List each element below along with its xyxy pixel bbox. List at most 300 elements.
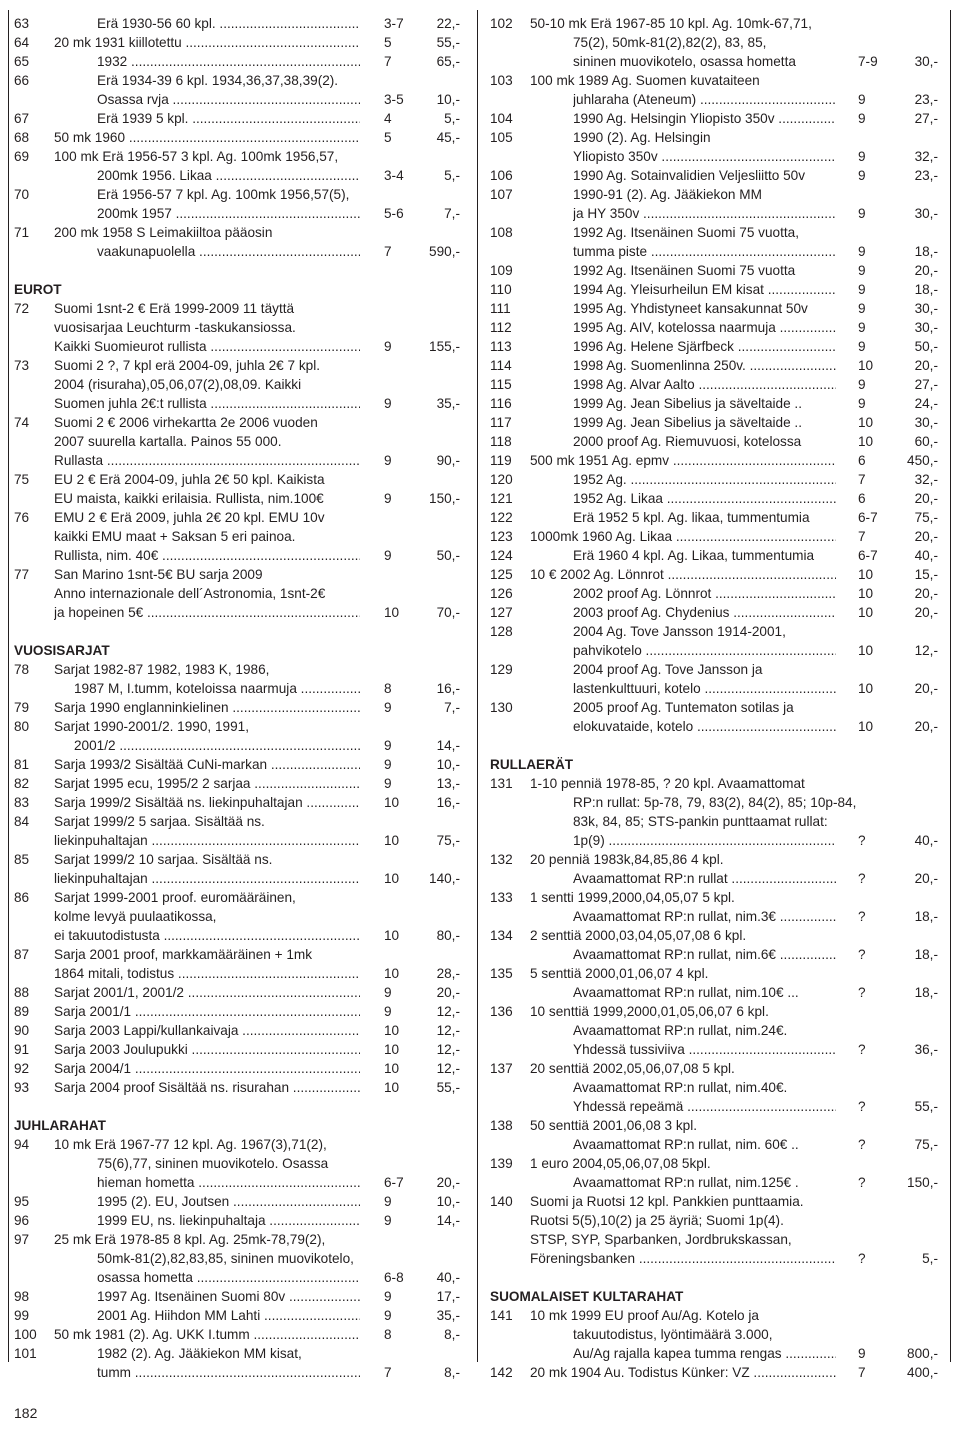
- catalog-line: [490, 546, 942, 565]
- item-number: 107: [490, 187, 513, 202]
- item-price: 12,-: [914, 643, 938, 658]
- item-description: Sarja 2001/1 .....: [54, 1002, 360, 1021]
- item-price: 14,-: [436, 1213, 460, 1228]
- item-description: 1995 Ag. Yhdistyneet kansakunnat 50v: [573, 301, 808, 316]
- item-number: 78: [14, 662, 30, 677]
- item-grade: ?: [858, 947, 866, 962]
- item-number: 136: [490, 1004, 513, 1019]
- catalog-line: [490, 831, 942, 850]
- item-grade: 8: [384, 681, 392, 696]
- item-description: Yhdessä tussiviiva .....: [573, 1040, 836, 1059]
- catalog-line: [14, 679, 466, 698]
- catalog-line: [490, 622, 942, 641]
- item-description: 2004 Ag. Tove Jansson 1914-2001,: [573, 624, 786, 639]
- item-number: 115: [490, 377, 512, 392]
- item-number: 135: [490, 966, 513, 981]
- item-description: 1998 Ag. Suomenlinna 250v. .....: [573, 356, 836, 375]
- catalog-line: [490, 584, 942, 603]
- catalog-line: [490, 1059, 942, 1078]
- item-description: 100 mk 1989 Ag. Suomen kuvataiteen: [530, 73, 760, 88]
- item-price: 35,-: [436, 1308, 460, 1323]
- item-description: Sarja 1999/2 Sisältää ns. liekinpuhaltajan .....: [54, 793, 360, 812]
- item-number: 104: [490, 111, 513, 126]
- item-number: 98: [14, 1289, 30, 1304]
- item-description: 1990 Ag. Helsingin Yliopisto 350v .....: [573, 109, 836, 128]
- item-description: Avaamattomat RP:n rullat, nim. 60€ ..: [573, 1137, 799, 1152]
- item-number: 126: [490, 586, 513, 601]
- item-description: ja hopeinen 5€ .....: [54, 603, 360, 622]
- item-grade: 9: [858, 206, 866, 221]
- item-number: 90: [14, 1023, 30, 1038]
- item-price: 12,-: [436, 1023, 460, 1038]
- item-grade: 9: [384, 700, 392, 715]
- item-description: osassa hometta .....: [97, 1268, 360, 1287]
- catalog-line: [14, 299, 466, 318]
- item-grade: 10: [858, 681, 874, 696]
- item-description: 200mk 1957 .....: [97, 204, 360, 223]
- item-price: 800,-: [907, 1346, 938, 1361]
- item-number: 139: [490, 1156, 513, 1171]
- item-grade: 10: [384, 928, 400, 943]
- item-price: 400,-: [907, 1365, 938, 1380]
- catalog-line: [490, 641, 942, 660]
- item-price: 75,-: [914, 510, 938, 525]
- catalog-line: [490, 907, 942, 926]
- item-price: 55,-: [436, 35, 460, 50]
- item-number: 68: [14, 130, 30, 145]
- catalog-line: [14, 1173, 466, 1192]
- catalog-line: [14, 1249, 466, 1268]
- item-grade: 9: [858, 149, 866, 164]
- item-price: 30,-: [914, 206, 938, 221]
- item-grade: 6-7: [858, 548, 878, 563]
- item-price: 18,-: [914, 244, 938, 259]
- item-description: 50 mk 1981 (2). Ag. UKK I.tumm .....: [54, 1325, 360, 1344]
- item-description: EU maista, kaikki erilaisia. Rullista, nim.100€: [54, 491, 324, 506]
- item-description: 20 mk 1904 Au. Todistus Künker: VZ .....: [530, 1363, 836, 1382]
- item-number: 97: [14, 1232, 30, 1247]
- item-description: Suomen juhla 2€:t rullista .....: [54, 394, 360, 413]
- catalog-line: [490, 850, 942, 869]
- item-grade: 10: [384, 1023, 400, 1038]
- item-price: 75,-: [436, 833, 460, 848]
- catalog-line: [490, 812, 942, 831]
- catalog-line: [14, 1040, 466, 1059]
- item-number: 93: [14, 1080, 30, 1095]
- item-price: 16,-: [436, 795, 460, 810]
- item-description: Föreningsbanken .....: [530, 1249, 836, 1268]
- catalog-line: [490, 1306, 942, 1325]
- item-description: Yhdessä repeämä .....: [573, 1097, 836, 1116]
- item-description: Suomi ja Ruotsi 12 kpl. Pankkien punttaamia.: [530, 1194, 804, 1209]
- item-description: Suomi 2 € 2006 virhekartta 2e 2006 vuoden: [54, 415, 318, 430]
- catalog-line: [14, 432, 466, 451]
- item-description: 2002 proof Ag. Lönnrot .....: [573, 584, 836, 603]
- item-description: Sarjat 2001/1, 2001/2 .....: [54, 983, 360, 1002]
- item-description: 1995 Ag. AIV, kotelossa naarmuja .....: [573, 318, 836, 337]
- item-number: 114: [490, 358, 512, 373]
- item-number: 138: [490, 1118, 513, 1133]
- catalog-line: [14, 185, 466, 204]
- item-grade: 10: [858, 643, 874, 658]
- item-number: 76: [14, 510, 30, 525]
- item-grade: ?: [858, 1251, 866, 1266]
- item-number: 80: [14, 719, 30, 734]
- catalog-line: [490, 869, 942, 888]
- item-description: 1982 (2). Ag. Jääkiekon MM kisat,: [97, 1346, 302, 1361]
- item-description: hieman hometta .....: [97, 1173, 360, 1192]
- item-grade: 6-8: [384, 1270, 404, 1285]
- item-description: 2 senttiä 2000,03,04,05,07,08 6 kpl.: [530, 928, 747, 943]
- right-column: [490, 14, 942, 1382]
- item-grade: 7: [858, 529, 866, 544]
- item-grade: 10: [858, 605, 874, 620]
- item-price: 450,-: [907, 453, 938, 468]
- item-grade: ?: [858, 1175, 866, 1190]
- item-description: Anno internazionale dell´Astronomia, 1snt-2€: [54, 586, 326, 601]
- item-number: 124: [490, 548, 513, 563]
- section-heading: JUHLARAHAT: [14, 1118, 106, 1133]
- item-description: 2004 (risuraha),05,06,07(2),08,09. Kaikki: [54, 377, 302, 392]
- item-number: 64: [14, 35, 30, 50]
- item-description: 20 penniä 1983k,84,85,86 4 kpl.: [530, 852, 724, 867]
- item-price: 18,-: [914, 947, 938, 962]
- item-description: 75(2), 50mk-81(2),82(2), 83, 85,: [573, 35, 767, 50]
- item-grade: 9: [384, 1213, 392, 1228]
- catalog-line: [490, 242, 942, 261]
- item-grade: 10: [384, 833, 400, 848]
- catalog-line: [14, 147, 466, 166]
- catalog-line: [14, 375, 466, 394]
- item-price: 40,-: [914, 548, 938, 563]
- left-column: [14, 14, 466, 1382]
- item-description: 50 senttiä 2001,06,08 3 kpl.: [530, 1118, 698, 1133]
- item-price: 40,-: [436, 1270, 460, 1285]
- item-grade: 9: [384, 1308, 392, 1323]
- item-number: 116: [490, 396, 512, 411]
- item-grade: 9: [384, 738, 392, 753]
- item-description: 1997 Ag. Itsenäinen Suomi 80v .....: [97, 1287, 360, 1306]
- item-number: 66: [14, 73, 30, 88]
- item-number: 119: [490, 453, 512, 468]
- catalog-line: [490, 603, 942, 622]
- item-grade: 10: [384, 966, 400, 981]
- section-heading: RULLAERÄT: [490, 757, 574, 772]
- item-number: 100: [14, 1327, 37, 1342]
- item-number: 77: [14, 567, 30, 582]
- catalog-line: [490, 413, 942, 432]
- item-description: Avaamattomat RP:n rullat, nim.3€ .....: [573, 907, 836, 926]
- item-price: 20,-: [914, 605, 938, 620]
- catalog-line: [490, 147, 942, 166]
- item-number: 117: [490, 415, 512, 430]
- item-price: 7,-: [444, 700, 460, 715]
- item-price: 45,-: [436, 130, 460, 145]
- item-number: 133: [490, 890, 513, 905]
- item-description: STSP, SYP, Sparbanken, Jordbrukskassan,: [530, 1232, 792, 1247]
- item-description: Avaamattomat RP:n rullat, nim.40€.: [573, 1080, 788, 1095]
- item-number: 122: [490, 510, 513, 525]
- catalog-line: [14, 546, 466, 565]
- catalog-line: [14, 736, 466, 755]
- item-grade: 9: [858, 282, 866, 297]
- item-grade: 6-7: [858, 510, 878, 525]
- catalog-line: [490, 90, 942, 109]
- item-number: 94: [14, 1137, 30, 1152]
- catalog-line: [14, 964, 466, 983]
- catalog-line: [490, 489, 942, 508]
- catalog-line: [14, 489, 466, 508]
- item-description: Avaamattomat RP:n rullat .....: [573, 869, 836, 888]
- item-number: 67: [14, 111, 30, 126]
- item-description: 50mk-81(2),82,83,85, sininen muovikotelo,: [97, 1251, 354, 1266]
- item-grade: 10: [384, 1080, 400, 1095]
- item-price: 90,-: [436, 453, 460, 468]
- item-description: Sarja 1990 englanninkielinen .....: [54, 698, 360, 717]
- item-description: Rullasta .....: [54, 451, 360, 470]
- item-price: 32,-: [914, 472, 938, 487]
- item-grade: 9: [858, 301, 866, 316]
- catalog-line: [490, 1135, 942, 1154]
- catalog-line: [14, 413, 466, 432]
- item-description: 1999 EU, ns. liekinpuhaltaja .....: [97, 1211, 360, 1230]
- item-description: Sarja 2004/1 .....: [54, 1059, 360, 1078]
- item-price: 5,-: [444, 168, 460, 183]
- item-description: 50-10 mk Erä 1967-85 10 kpl. Ag. 10mk-67,71,: [530, 16, 812, 31]
- item-description: Osassa rvja .....: [97, 90, 360, 109]
- item-price: 40,-: [914, 833, 938, 848]
- right-border-rule: [950, 10, 951, 1362]
- item-grade: 6: [858, 453, 866, 468]
- item-description: 1994 Ag. Yleisurheilun EM kisat .....: [573, 280, 836, 299]
- catalog-line: [490, 1021, 942, 1040]
- catalog-line: [14, 1306, 466, 1325]
- catalog-line: [14, 565, 466, 584]
- item-grade: 10: [858, 567, 874, 582]
- catalog-line: [490, 261, 942, 280]
- item-grade: 9: [858, 1346, 866, 1361]
- item-price: 7,-: [444, 206, 460, 221]
- item-price: 8,-: [444, 1327, 460, 1342]
- item-price: 20,-: [436, 1175, 460, 1190]
- item-price: 70,-: [436, 605, 460, 620]
- item-description: EMU 2 € Erä 2009, juhla 2€ 20 kpl. EMU 10v: [54, 510, 325, 525]
- catalog-line: [14, 1287, 466, 1306]
- catalog-line: [14, 812, 466, 831]
- catalog-line: [14, 850, 466, 869]
- item-description: 10 € 2002 Ag. Lönnrot .....: [530, 565, 836, 584]
- item-price: 5,-: [922, 1251, 938, 1266]
- item-grade: 10: [858, 586, 874, 601]
- item-price: 20,-: [914, 681, 938, 696]
- item-grade: 6: [858, 491, 866, 506]
- catalog-line: [490, 128, 942, 147]
- item-grade: 9: [858, 168, 866, 183]
- catalog-line: [14, 508, 466, 527]
- catalog-line: [14, 1344, 466, 1363]
- item-description: Kaikki Suomieurot rullista .....: [54, 337, 360, 356]
- catalog-line: [14, 1211, 466, 1230]
- item-grade: 10: [858, 434, 874, 449]
- item-description: Au/Ag rajalla kapea tumma rengas .....: [573, 1344, 836, 1363]
- item-grade: 7: [384, 1365, 392, 1380]
- item-description: 1995 (2). EU, Joutsen .....: [97, 1192, 360, 1211]
- item-description: Suomi 2 ?, 7 kpl erä 2004-09, juhla 2€ 7 kpl.: [54, 358, 321, 373]
- catalog-line: [490, 14, 942, 33]
- catalog-line: [14, 1154, 466, 1173]
- item-number: 103: [490, 73, 513, 88]
- item-description: Avaamattomat RP:n rullat, nim.24€.: [573, 1023, 788, 1038]
- item-description: kaikki EMU maat + Saksan 5 eri painoa.: [54, 529, 296, 544]
- item-price: 27,-: [914, 377, 938, 392]
- item-grade: 10: [858, 358, 874, 373]
- item-price: 18,-: [914, 909, 938, 924]
- item-price: 36,-: [914, 1042, 938, 1057]
- item-description: 1 euro 2004,05,06,07,08 5kpl.: [530, 1156, 711, 1171]
- catalog-line: [14, 318, 466, 337]
- catalog-line: [490, 1344, 942, 1363]
- item-number: 105: [490, 130, 513, 145]
- item-description: 1952 Ag. .....: [573, 470, 836, 489]
- item-grade: ?: [858, 985, 866, 1000]
- catalog-line: [490, 375, 942, 394]
- catalog-line: [14, 356, 466, 375]
- item-description: Rullista, nim. 40€ .....: [54, 546, 360, 565]
- item-price: 75,-: [914, 1137, 938, 1152]
- item-number: 79: [14, 700, 30, 715]
- catalog-line: [490, 394, 942, 413]
- item-number: 65: [14, 54, 30, 69]
- item-number: 73: [14, 358, 30, 373]
- catalog-line: [14, 603, 466, 622]
- item-grade: 3-5: [384, 92, 404, 107]
- item-number: 74: [14, 415, 30, 430]
- catalog-line: [14, 470, 466, 489]
- item-description: Avaamattomat RP:n rullat, nim.6€ .....: [573, 945, 836, 964]
- item-grade: 8: [384, 1327, 392, 1342]
- item-description: Suomi 1snt-2 € Erä 1999-2009 11 täyttä: [54, 301, 295, 316]
- catalog-line: [490, 166, 942, 185]
- catalog-line: [14, 1230, 466, 1249]
- item-price: 150,-: [907, 1175, 938, 1190]
- item-grade: 3-4: [384, 168, 404, 183]
- item-description: 10 senttiä 1999,2000,01,05,06,07 6 kpl.: [530, 1004, 769, 1019]
- catalog-line: [490, 1192, 942, 1211]
- item-price: 22,-: [436, 16, 460, 31]
- item-description: Sarjat 1995 ecu, 1995/2 2 sarjaa .....: [54, 774, 360, 793]
- item-description: 100 mk Erä 1956-57 3 kpl. Ag. 100mk 1956,57,: [54, 149, 339, 164]
- item-grade: 9: [384, 339, 392, 354]
- catalog-line: [490, 888, 942, 907]
- item-description: Yliopisto 350v .....: [573, 147, 836, 166]
- item-description: EU 2 € Erä 2004-09, juhla 2€ 50 kpl. Kaikista: [54, 472, 325, 487]
- item-price: 23,-: [914, 92, 938, 107]
- item-number: 95: [14, 1194, 30, 1209]
- catalog-line: [490, 451, 942, 470]
- item-number: 102: [490, 16, 513, 31]
- item-grade: ?: [858, 909, 866, 924]
- item-description: liekinpuhaltajan .....: [54, 831, 360, 850]
- section-heading: EUROT: [14, 282, 62, 297]
- item-price: 20,-: [914, 719, 938, 734]
- catalog-line: [490, 109, 942, 128]
- catalog-line: [490, 204, 942, 223]
- item-number: 137: [490, 1061, 513, 1076]
- item-description: RP:n rullat: 5p-78, 79, 83(2), 84(2), 85; 10p-84,: [573, 795, 857, 810]
- catalog-line: [490, 470, 942, 489]
- item-description: 10 mk Erä 1967-77 12 kpl. Ag. 1967(3),71(2),: [54, 1137, 327, 1152]
- item-price: 80,-: [436, 928, 460, 943]
- catalog-line: [14, 1078, 466, 1097]
- item-price: 30,-: [914, 54, 938, 69]
- item-price: 30,-: [914, 415, 938, 430]
- catalog-line: [14, 109, 466, 128]
- item-description: 1999 Ag. Jean Sibelius ja säveltaide ..: [573, 396, 802, 411]
- item-grade: 7: [858, 472, 866, 487]
- item-grade: 9: [384, 548, 392, 563]
- item-number: 125: [490, 567, 513, 582]
- item-price: 50,-: [914, 339, 938, 354]
- item-description: 10 mk 1999 EU proof Au/Ag. Kotelo ja: [530, 1308, 759, 1323]
- catalog-line: [14, 1002, 466, 1021]
- item-price: 15,-: [914, 567, 938, 582]
- item-grade: 9: [858, 263, 866, 278]
- item-description: 1-10 penniä 1978-85, ? 20 kpl. Avaamattomat: [530, 776, 805, 791]
- item-number: 108: [490, 225, 513, 240]
- catalog-line: [14, 242, 466, 261]
- item-grade: 9: [384, 1004, 392, 1019]
- item-description: lastenkulttuuri, kotelo .....: [573, 679, 836, 698]
- catalog-line: [490, 926, 942, 945]
- item-price: 35,-: [436, 396, 460, 411]
- item-description: kolme levyä puulaatikossa,: [54, 909, 217, 924]
- item-description: 1864 mitali, todistus .....: [54, 964, 360, 983]
- item-number: 141: [490, 1308, 513, 1323]
- item-price: 150,-: [429, 491, 460, 506]
- item-description: takuutodistus, lyöntimäärä 3.000,: [573, 1327, 773, 1342]
- item-description: 25 mk Erä 1978-85 8 kpl. Ag. 25mk-78,79(2),: [54, 1232, 326, 1247]
- item-grade: 9: [384, 491, 392, 506]
- item-grade: ?: [858, 1099, 866, 1114]
- catalog-line: [14, 527, 466, 546]
- item-grade: 9: [384, 396, 392, 411]
- item-description: 75(6),77, sininen muovikotelo. Osassa: [97, 1156, 329, 1171]
- item-price: 32,-: [914, 149, 938, 164]
- item-price: 20,-: [914, 491, 938, 506]
- item-number: 131: [490, 776, 513, 791]
- item-number: 123: [490, 529, 513, 544]
- item-description: 2007 suurella kartalla. Painos 55 000.: [54, 434, 282, 449]
- catalog-line: [490, 1116, 942, 1135]
- item-price: 20,-: [914, 529, 938, 544]
- catalog-line: [490, 432, 942, 451]
- item-description: 200 mk 1958 S Leimakiiltoa pääosin: [54, 225, 273, 240]
- item-grade: 5: [384, 35, 392, 50]
- catalog-line: [14, 1059, 466, 1078]
- item-description: 1998 Ag. Alvar Aalto .....: [573, 375, 836, 394]
- item-description: liekinpuhaltajan .....: [54, 869, 360, 888]
- item-grade: 10: [384, 871, 400, 886]
- catalog-line: [14, 1021, 466, 1040]
- item-grade: 10: [384, 795, 400, 810]
- item-description: Erä 1930-56 60 kpl. .....: [97, 14, 360, 33]
- item-number: 63: [14, 16, 30, 31]
- item-grade: 7: [384, 244, 392, 259]
- item-grade: 7: [858, 1365, 866, 1380]
- item-price: 23,-: [914, 168, 938, 183]
- item-price: 155,-: [429, 339, 460, 354]
- item-number: 134: [490, 928, 513, 943]
